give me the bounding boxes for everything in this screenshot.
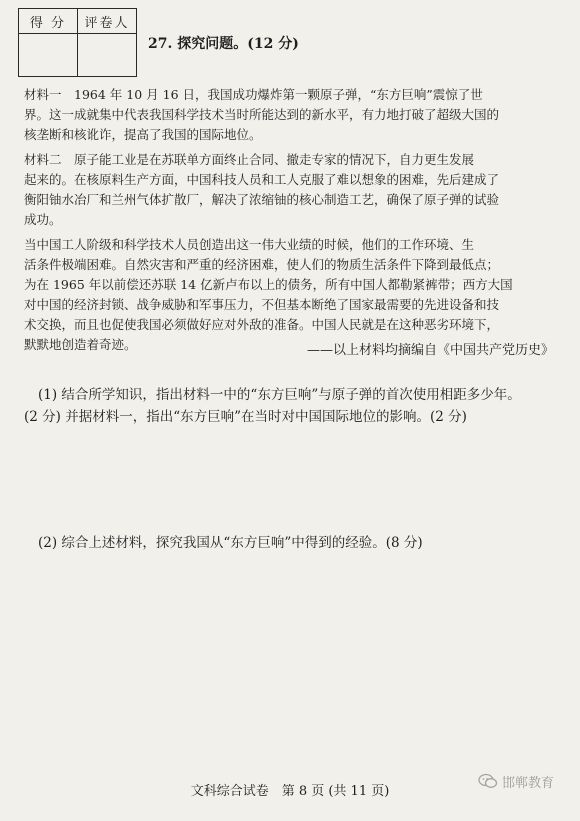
grader-blank-cell[interactable] xyxy=(78,34,137,77)
material-3-line: 为在 1965 年以前偿还苏联 14 亿新卢布以上的债务，所有中国人都勒紧裤带；西方大国 xyxy=(24,277,513,292)
material-source: ——以上材料均摘编自《中国共产党历史》 xyxy=(306,343,554,358)
material-2-line: 衡阳铀水冶厂和兰州气体扩散厂，解决了浓缩铀的核心制造工艺，确保了原子弹的试验 xyxy=(24,192,500,207)
sub-question-1-line: (1) 结合所学知识，指出材料一中的“东方巨响”与原子弹的首次使用相距多少年。 xyxy=(38,387,521,403)
material-3-line: 默默地创造着奇迹。 xyxy=(24,337,137,352)
score-table xyxy=(18,8,137,77)
watermark xyxy=(478,771,554,791)
material-1-line: 材料一 1964 年 10 月 16 日，我国成功爆炸第一颗原子弹，“东方巨响”震惊了世 xyxy=(24,87,483,102)
material-1-line: 核垄断和核讹诈，提高了我国的国际地位。 xyxy=(24,127,262,142)
material-3-line: 对中国的经济封锁、战争威胁和军事压力，不但基本断绝了国家最需要的先进设备和技 xyxy=(24,297,500,312)
material-2-line: 材料二 原子能工业是在苏联单方面终止合同、撤走专家的情况下，自力更生发展 xyxy=(24,152,475,167)
material-3-line: 活条件极端困难。自然灾害和严重的经济困难，使人们的物质生活条件下降到最低点； xyxy=(24,257,500,272)
sub-question-1-line: (2 分) 并据材料一，指出“东方巨响”在当时对中国国际地位的影响。(2 分) xyxy=(24,409,467,425)
chat-bubble-icon xyxy=(478,771,498,791)
question-title: 27. 探究问题。(12 分) xyxy=(148,36,299,52)
page-footer: 文科综合试卷 第 8 页 (共 11 页) xyxy=(190,784,390,799)
material-1-line: 界。这一成就集中代表我国科学技术当时所能达到的新水平，有力地打破了超级大国的 xyxy=(24,107,500,122)
grader-label: 评卷人 xyxy=(78,9,137,34)
sub-question-2: (2) 综合上述材料，探究我国从“东方巨响”中得到的经验。(8 分) xyxy=(38,535,423,551)
material-3-line: 当中国工人阶级和科学技术人员创造出这一伟大业绩的时候，他们的工作环境、生 xyxy=(24,237,475,252)
material-2-line: 起来的。在核原料生产方面，中国科技人员和工人克服了难以想象的困难，先后建成了 xyxy=(24,172,500,187)
watermark-text: 邯郸教育 xyxy=(502,775,555,791)
score-label: 得 分 xyxy=(19,9,78,34)
score-blank-cell[interactable] xyxy=(19,34,78,77)
material-2-line: 成功。 xyxy=(24,212,62,227)
material-3-line: 术交换，而且也促使我国必须做好应对外敌的准备。中国人民就是在这种恶劣环境下， xyxy=(24,317,500,332)
